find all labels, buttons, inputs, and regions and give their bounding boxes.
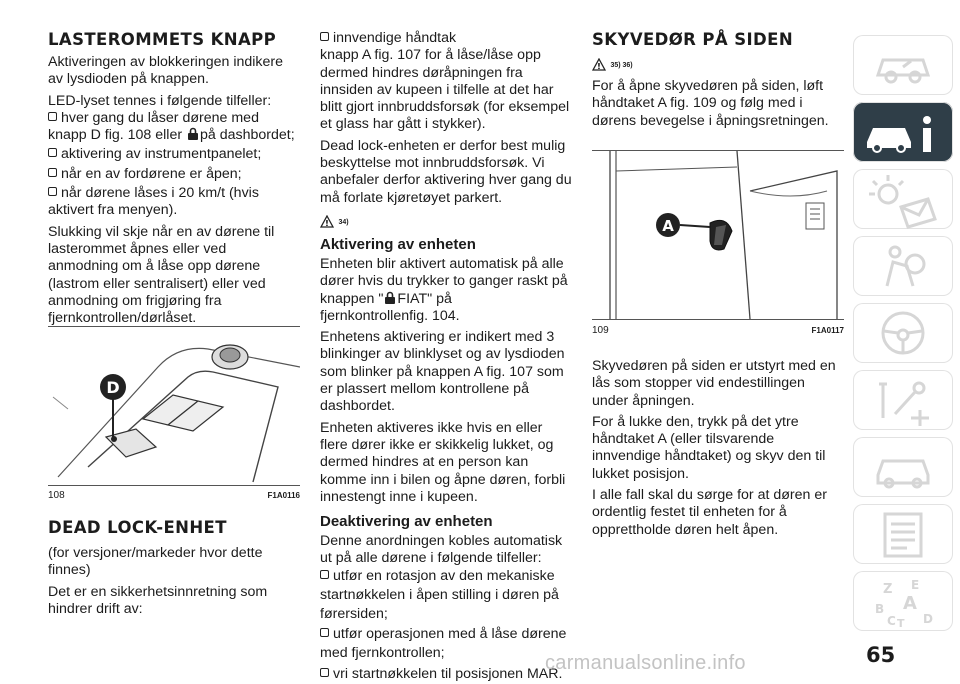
list-item-cont: med fjernkontrollen; [320, 644, 445, 661]
paragraph: Det er en sikkerhetsinnretning som hindrer drift av: [48, 583, 268, 617]
paragraph: Denne anordningen kobles automatisk ut på alle dørene i følgende tilfeller: [320, 533, 563, 567]
svg-text:Z: Z [883, 582, 893, 597]
alphabet-index-icon [853, 571, 953, 631]
heading-aktivering: Aktivering av enheten [320, 235, 476, 253]
document-list-icon [853, 504, 953, 564]
figure-108 [48, 326, 300, 486]
tab-dashboard[interactable] [853, 35, 953, 95]
tab-warning-lights[interactable] [853, 169, 953, 229]
list-item: vri startnøkkelen til posisjonen MAR. [320, 666, 572, 683]
paragraph: Skyvedøren på siden er utstyrt med en lås som stopper vid endestillingen under åpningen. [592, 358, 836, 409]
heading-skyvedor: SKYVEDØR PÅ SIDEN [592, 30, 794, 49]
paragraph: fjernkontrollenfig. 104. [320, 307, 460, 324]
car-info-icon [853, 102, 953, 162]
svg-text:D: D [923, 612, 933, 626]
paragraph: Enheten aktiveres ikke hvis en eller flere dører ikke er skikkelig lukket, og dermed hindres at en person kan komme inn i bilen og åpne døren, forbli innestengt inne i kupeen. [320, 419, 566, 505]
watermark: carmanualsonline.info [545, 652, 746, 674]
paragraph: For å åpne skyvedøren på siden, løft håndtaket A fig. 109 og følg med i dørens bevegelse i åpningsretningen. [592, 78, 829, 129]
heading-lasterommets-knapp: LASTEROMMETS KNAPP [48, 30, 277, 49]
paragraph: For å lukke den, trykk på det ytre håndtaket A (eller tilsvarende innvendige håndtaket) og skyv den til lukket posisjon. [592, 413, 826, 482]
tab-steering[interactable] [853, 303, 953, 363]
checkbox-bullet-icon [320, 32, 329, 41]
tab-tools[interactable] [853, 370, 953, 430]
padlock-icon [186, 127, 200, 141]
figure-label-a: A [662, 217, 674, 235]
checkbox-bullet-icon [48, 168, 57, 177]
steering-wheel-icon [853, 303, 953, 363]
paragraph: LED-lyset tennes i følgende tilfeller: [48, 92, 272, 109]
list-item: når en av fordørene er åpen; [48, 166, 300, 183]
list-item: når dørene låses i 20 km/t (hvis [48, 185, 300, 202]
paragraph: Enhetens aktivering er indikert med 3 blinkinger av blinklyset og av lysdioden som blinker på knappen A fig. 107 som er plassert mellom kontrollene på dashbordet. [320, 329, 565, 415]
svg-text:T: T [897, 617, 905, 630]
checkbox-bullet-icon [48, 187, 57, 196]
warning-triangle-icon [320, 215, 334, 228]
paragraph: knapp A fig. 107 for å låse/låse opp dermed hindres døråpningen fra innsiden av kupeen i tilfelle at det har blitt gjort innbruddsforsøk (for eksempel et glass har gått i stykker). [320, 47, 570, 133]
paragraph: Dead lock-enheten er derfor best mulig beskyttelse mot innbruddsforsøk. Vi anbefaler derfor aktivering hver gang du må forlate kjøretøyet parkert. [320, 137, 572, 206]
checkbox-bullet-icon [320, 628, 329, 637]
list-item: utfør operasjonen med å låse dørene [320, 626, 572, 643]
tab-car-service[interactable] [853, 437, 953, 497]
list-item: aktivering av instrumentpanelet; [48, 146, 300, 163]
figure-label-d: D [106, 378, 120, 397]
svg-text:!: ! [597, 62, 601, 71]
paragraph: knappen " FIAT" på [320, 290, 452, 307]
svg-text:A: A [903, 593, 917, 614]
checkbox-bullet-icon [48, 148, 57, 157]
list-item-cont: aktivert fra menyen). [48, 202, 178, 219]
list-item-cont: knapp D fig. 108 eller på dashbordet; [48, 127, 295, 144]
heading-dead-lock-enhet: DEAD LOCK-ENHET [48, 518, 227, 537]
page-number: 65 [866, 643, 896, 667]
tools-icon [853, 370, 953, 430]
list-item: hver gang du låser dørene med [48, 110, 300, 127]
warning-lights-icon [853, 169, 953, 229]
airbag-icon [853, 236, 953, 296]
car-service-icon [853, 437, 953, 497]
tab-car-info[interactable] [853, 102, 953, 162]
paragraph: Aktiveringen av blokkeringen indikere av lysdioden på knappen. [48, 54, 284, 88]
paragraph: Slukking vil skje når en av dørene til lasterommet åpnes eller ved anmodning om å låse opp dørene (lastrom eller sentralisert) eller ved anmodning om frigjøring fra fjernkontrollen/dørlåset. [48, 223, 275, 327]
figure-code: F1A0117 [811, 326, 844, 335]
paragraph: Enheten blir aktivert automatisk på alle dører hvis du trykker to ganger raskt på [320, 255, 568, 290]
svg-text:!: ! [325, 218, 329, 228]
checkbox-bullet-icon [320, 668, 329, 677]
list-item: innvendige håndtak [320, 30, 572, 47]
list-item-cont: startnøkkelen i åpen stilling i døren på [320, 587, 559, 604]
svg-text:B: B [875, 602, 885, 616]
checkbox-bullet-icon [48, 112, 57, 121]
svg-text:C: C [887, 614, 896, 628]
tab-airbag[interactable] [853, 236, 953, 296]
paragraph: I alle fall skal du sørge for at døren er ordentlig festet til enheten for å opprettholde døren helt åpen. [592, 487, 827, 538]
figure-code: F1A0116 [267, 491, 300, 500]
list-item: utfør en rotasjon av den mekaniske [320, 568, 572, 585]
paragraph: (for versjoner/markeder hvor dette finnes) [48, 545, 263, 579]
warning-triangle-icon [592, 58, 606, 71]
checkbox-bullet-icon [320, 570, 329, 579]
svg-text:E: E [911, 578, 920, 592]
tab-specifications[interactable] [853, 504, 953, 564]
figure-number: 108 [48, 490, 65, 501]
warning-ref: ! 34) [320, 213, 572, 231]
padlock-icon [383, 291, 397, 305]
figure-number: 109 [592, 325, 609, 336]
sliding-door-illustration [592, 151, 844, 319]
list-item-cont: førersiden; [320, 606, 388, 623]
figure-109 [592, 150, 844, 320]
warning-ref: ! 35) 36) [592, 56, 633, 74]
tab-index[interactable] [853, 571, 953, 631]
door-switch-illustration [48, 327, 300, 485]
car-dashboard-icon [853, 35, 953, 95]
heading-deaktivering: Deaktivering av enheten [320, 513, 493, 531]
